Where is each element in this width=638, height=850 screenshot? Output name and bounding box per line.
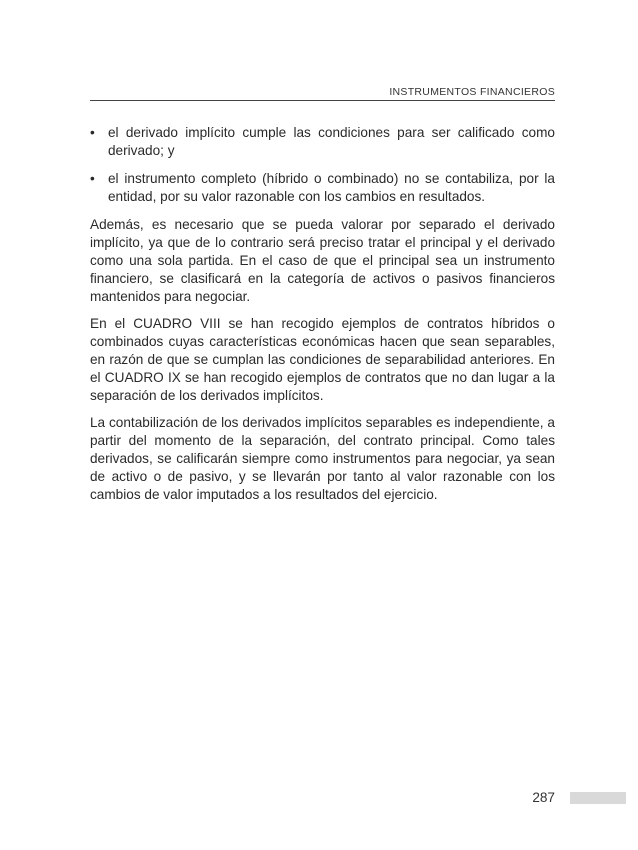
running-header: INSTRUMENTOS FINANCIEROS	[389, 86, 555, 98]
page-number: 287	[532, 790, 555, 805]
bullet-text: el derivado implícito cumple las condiciones para ser calificado como derivado; y	[108, 125, 555, 158]
body-paragraph: La contabilización de los derivados implícitos separables es independiente, a partir del momento de la separación, del contrato principal. Como tales derivados, se calificarán siempre como instrumentos para negociar, ya sean de activo o de pasivo, y se llevarán por tanto al valor razonable con los cambios de valor imputados a los resultados del ejercicio.	[90, 415, 555, 502]
bullet-text: el instrumento completo (híbrido o combinado) no se contabiliza, por la entidad, por su valor razonable con los cambios en resultados.	[108, 171, 555, 204]
bullet-list	[90, 124, 555, 206]
bullet-marker: •	[90, 125, 95, 140]
bullet-marker: •	[90, 171, 95, 186]
body-paragraph: Además, es necesario que se pueda valorar por separado el derivado implícito, ya que de lo contrario será preciso tratar el principal y el derivado como una sola partida. En el caso de que el principal sea un instrumento financiero, se clasificará en la categoría de activos o pasivos financieros mantenidos para negociar.	[90, 217, 555, 304]
bullet-item	[90, 170, 555, 206]
header-rule	[90, 100, 555, 101]
page-body	[90, 124, 555, 513]
bullet-item	[90, 124, 555, 160]
page-edge-tab	[570, 792, 626, 804]
body-paragraph: En el CUADRO VIII se han recogido ejemplos de contratos híbridos o combinados cuyas características económicas hacen que sean separables, en razón de que se cumplan las condiciones de separabilidad anteriores. En el CUADRO IX se han recogido ejemplos de contratos que no dan lugar a la separación de los derivados implícitos.	[90, 316, 555, 403]
